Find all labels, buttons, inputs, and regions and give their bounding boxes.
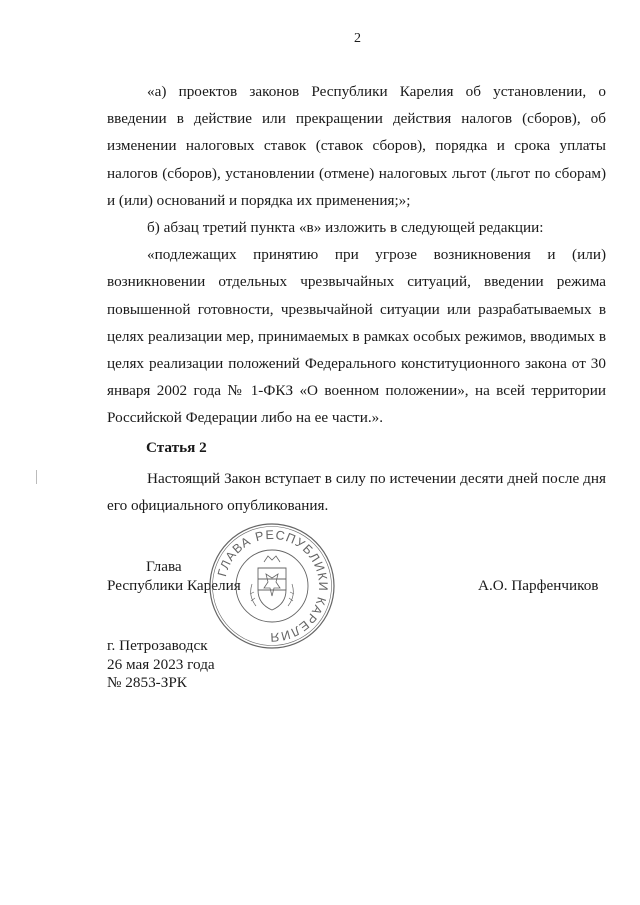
closing-paragraph: Настоящий Закон вступает в силу по истечении десяти дней после дня его официального опубликования. [107, 470, 606, 515]
footer-date: 26 мая 2023 года [107, 655, 215, 673]
margin-mark [36, 470, 37, 484]
signature-title-line-2: Республики Карелия [107, 577, 241, 594]
signatory-name: А.О. Парфенчиков [478, 577, 599, 594]
svg-text:ГЛАВА РЕСПУБЛИКИ КАРЕЛИЯ [215, 528, 330, 644]
seal-ring-text: ГЛАВА РЕСПУБЛИКИ КАРЕЛИЯ [215, 527, 331, 645]
official-seal-icon [208, 522, 336, 650]
paragraph-b: б) абзац третий пункта «в» изложить в следующей редакции: [147, 219, 544, 237]
entry-into-force-text [107, 465, 606, 519]
signature-title-line-1: Глава [146, 558, 182, 575]
footer-city: г. Петрозаводск [107, 637, 208, 654]
paragraph-a: «а) проектов законов Республики Карелия об установлении, о введении в действие или прекращении действия налогов (сборов), об изменении налоговых ставок (ставок сборов), порядка и срока уплаты налогов (сборов), установлении (отмене) налоговых льгот (льгот по сборам) и (или) оснований и порядка их применения;»; [107, 83, 606, 209]
coat-of-arms-icon [250, 556, 294, 610]
page-number: 2 [354, 31, 361, 46]
paragraph-quote: «подлежащих принятию при угрозе возникновения и (или) возникновении отдельных чрезвычайных ситуаций, введении режима повышенной готовности, чрезвычайной ситуации или разрабатываемых в целях реализации мер, принимаемых в рамках особых режимов, вводимых в целях реализации положений Федерального конституционного закона от 30 января 2002 года № 1-ФКЗ «О военном положении», на всей территории Российской Федерации либо на ее части.». [107, 246, 606, 427]
article-heading: Статья 2 [146, 439, 207, 456]
footer-number: № 2853-ЗРК [107, 674, 187, 691]
amendment-text [107, 78, 606, 432]
document-footer [107, 637, 215, 693]
